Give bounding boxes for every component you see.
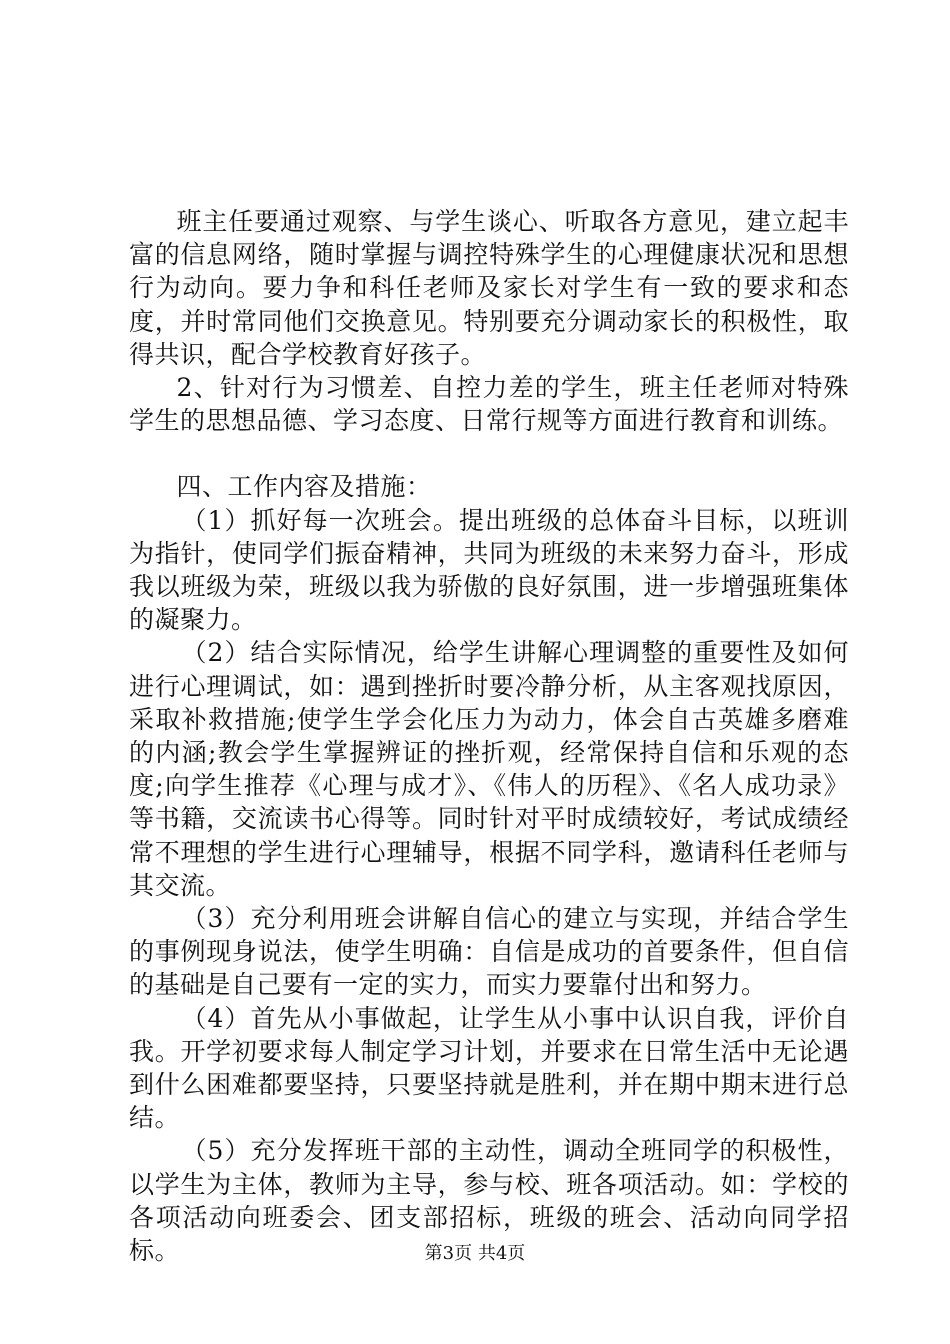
paragraph-info-network: 班主任要通过观察、与学生谈心、听取各方意见，建立起丰富的信息网络，随时掌握与调控特殊学生的心理健康状况和思想行为动向。要力争和科任老师及家长对学生有一致的要求和态度，并时常同他们交换意见。特别要充分调动家长的积极性，取得共识，配合学校教育好孩子。: [129, 207, 849, 369]
paragraph-point-2: 2、针对行为习惯差、自控力差的学生，班主任老师对特殊学生的思想品德、学习态度、日常行规等方面进行教育和训练。: [129, 373, 849, 436]
section-heading-work-content: 四、工作内容及措施：: [176, 472, 432, 502]
page-footer: 第3页 共4页: [424, 1243, 526, 1264]
document-body: [129, 205, 849, 1267]
paragraph-item-4: （4）首先从小事做起，让学生从小事中认识自我，评价自我。开学初要求每人制定学习计划，并要求在日常生活中无论遇到什么困难都要坚持，只要坚持就是胜利，并在期中期末进行总结。: [129, 1003, 849, 1133]
section-gap: [129, 437, 849, 470]
paragraph-item-5: （5）充分发挥班干部的主动性，调动全班同学的积极性，以学生为主体，教师为主导，参与校、班各项活动。如：学校的各项活动向班委会、团支部招标，班级的班会、活动向同学招标。: [129, 1136, 849, 1266]
paragraph-item-1: （1）抓好每一次班会。提出班级的总体奋斗目标，以班训为指针，使同学们振奋精神，共同为班级的未来努力奋斗，形成我以班级为荣，班级以我为骄傲的良好氛围，进一步增强班集体的凝聚力。: [129, 505, 849, 635]
paragraph-item-3: （3）充分利用班会讲解自信心的建立与实现，并结合学生的事例现身说法，使学生明确：自信是成功的首要条件，但自信的基础是自己要有一定的实力，而实力要靠付出和努力。: [129, 904, 849, 1000]
paragraph-item-2: （2）结合实际情况，给学生讲解心理调整的重要性及如何进行心理调试，如：遇到挫折时要冷静分析，从主客观找原因，采取补救措施;使学生学会化压力为动力，体会自古英雄多磨难的内涵;教会学生掌握辨证的挫折观，经常保持自信和乐观的态度;向学生推荐《心理与成才》、《伟人的历程》、《名人成功录》等书籍，交流读书心得等。同时针对平时成绩较好，考试成绩经常不理想的学生进行心理辅导，根据不同学科，邀请科任老师与其交流。: [129, 638, 849, 900]
